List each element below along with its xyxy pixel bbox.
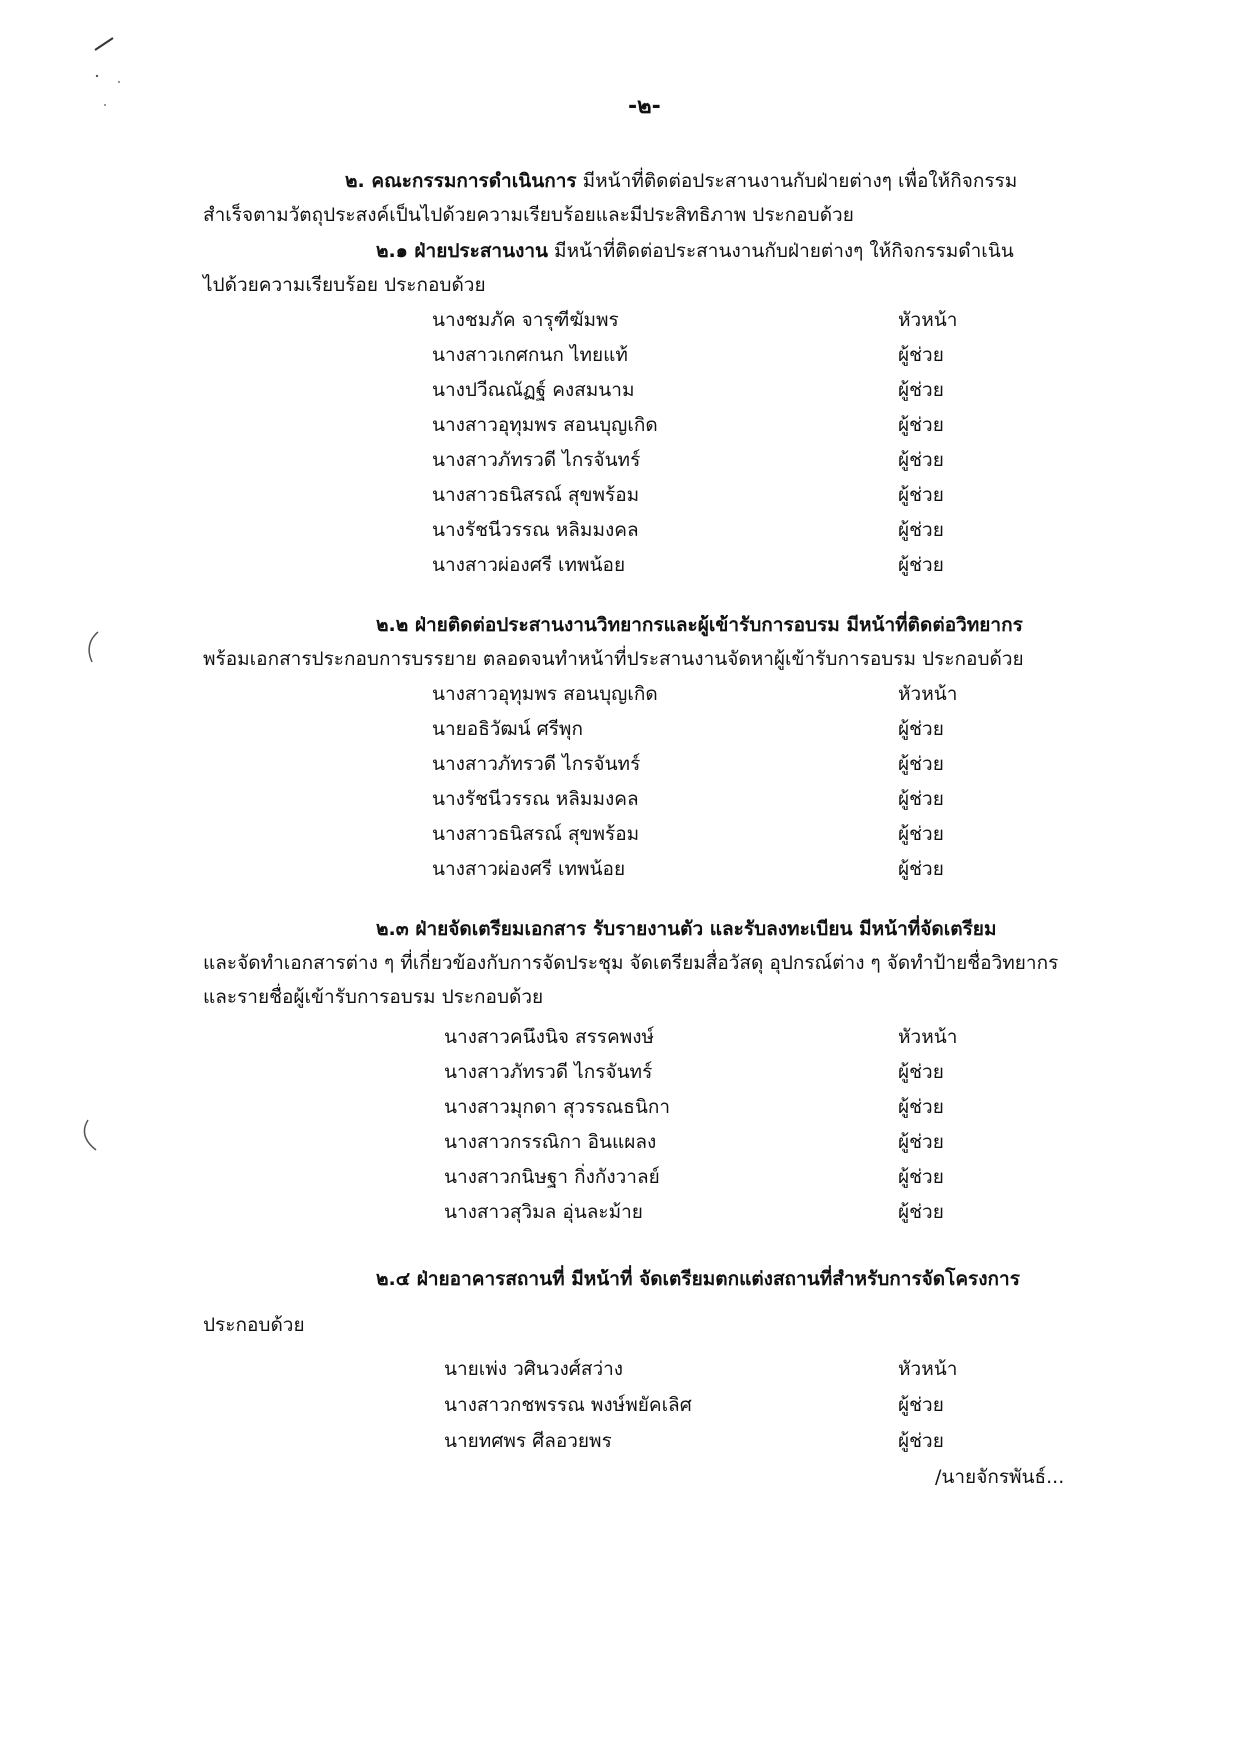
member-name: นายเพ่ง วศินวงศ์สว่าง xyxy=(444,1358,624,1380)
section-2-heading: ๒. คณะกรรมการดำเนินการ xyxy=(345,170,577,192)
member-name: นางสาวกรรณิกา อินแผลง xyxy=(444,1131,657,1153)
member-role: ผู้ช่วย xyxy=(898,554,944,576)
member-row xyxy=(444,1195,1004,1229)
member-row xyxy=(444,1055,1004,1089)
member-name: นางสาวอุทุมพร สอนบุญเกิด xyxy=(432,414,658,436)
member-row xyxy=(444,1352,1004,1386)
member-role: หัวหน้า xyxy=(898,1358,958,1380)
member-role: ผู้ช่วย xyxy=(898,1166,944,1188)
section-2-1-line-1-rest: มีหน้าที่ติดต่อประสานงานกับฝ่ายต่างๆ ให้กิจกรรมดำเนิน xyxy=(548,240,1014,262)
member-row xyxy=(432,817,992,851)
member-name: นางสาวภัทรวดี ไกรจันทร์ xyxy=(432,449,641,471)
member-role: ผู้ช่วย xyxy=(898,858,944,880)
section-2-4-line-2: ประกอบด้วย xyxy=(203,1314,305,1336)
member-name: นางสาวอุทุมพร สอนบุญเกิด xyxy=(432,683,658,705)
member-name: นางสาวธนิสรณ์ สุขพร้อม xyxy=(432,823,640,845)
continuation-note: /นายจักรพันธ์... xyxy=(935,1466,1065,1488)
scan-mark xyxy=(85,30,145,120)
member-row xyxy=(432,478,992,512)
member-row xyxy=(432,852,992,886)
member-role: ผู้ช่วย xyxy=(898,484,944,506)
member-name: นางสาวคนึงนิจ สรรคพงษ์ xyxy=(444,1026,655,1048)
member-row xyxy=(444,1388,1004,1422)
member-role: หัวหน้า xyxy=(898,1026,958,1048)
member-row xyxy=(432,782,992,816)
member-row xyxy=(444,1020,1004,1054)
member-row xyxy=(432,712,992,746)
member-role: ผู้ช่วย xyxy=(898,1096,944,1118)
page-number: -๒- xyxy=(628,94,661,119)
member-role: ผู้ช่วย xyxy=(898,1430,944,1452)
section-2-1-line-2: ไปด้วยความเรียบร้อย ประกอบด้วย xyxy=(203,274,486,296)
member-row xyxy=(444,1090,1004,1124)
punch-hole-mark xyxy=(76,1116,106,1156)
member-name: นางรัชนีวรรณ หลิมมงคล xyxy=(432,519,639,541)
member-row xyxy=(444,1125,1004,1159)
member-row xyxy=(432,677,992,711)
member-row xyxy=(432,747,992,781)
member-role: ผู้ช่วย xyxy=(898,1394,944,1416)
section-2-line-1-rest: มีหน้าที่ติดต่อประสานงานกับฝ่ายต่างๆ เพื่อให้กิจกรรม xyxy=(576,170,1018,192)
member-row xyxy=(432,303,992,337)
member-name: นางปวีณณัฏฐ์ คงสมนาม xyxy=(432,379,635,401)
member-name: นายอธิวัฒน์ ศรีพุก xyxy=(432,718,583,740)
member-name: นางสาวเกศกนก ไทยแท้ xyxy=(432,344,628,366)
member-name: นางสาวกชพรรณ พงษ์พยัคเลิศ xyxy=(444,1394,692,1416)
section-2-line-2: สำเร็จตามวัตถุประสงค์เป็นไปด้วยความเรียบร้อยและมีประสิทธิภาพ ประกอบด้วย xyxy=(203,204,854,226)
section-2-3-line-2: และจัดทำเอกสารต่าง ๆ ที่เกี่ยวข้องกับการจัดประชุม จัดเตรียมสื่อวัสดุ อุปกรณ์ต่าง ๆ จัดทำป้ายชื่อวิทยากร xyxy=(203,952,1059,974)
punch-hole-mark xyxy=(80,628,110,668)
member-name: นางสาวกนิษฐา กิ่งกังวาลย์ xyxy=(444,1166,660,1188)
member-role: ผู้ช่วย xyxy=(898,379,944,401)
member-role: ผู้ช่วย xyxy=(898,718,944,740)
member-role: ผู้ช่วย xyxy=(898,753,944,775)
member-name: นางสาวผ่องศรี เทพน้อย xyxy=(432,554,626,576)
section-2-line-1 xyxy=(345,164,1017,198)
member-role: ผู้ช่วย xyxy=(898,823,944,845)
section-2-3-line-3: และรายชื่อผู้เข้ารับการอบรม ประกอบด้วย xyxy=(203,986,544,1008)
member-name: นางสาวสุวิมล อุ่นละม้าย xyxy=(444,1201,643,1223)
member-row xyxy=(444,1424,1004,1458)
section-2-2-line-1: ๒.๒ ฝ่ายติดต่อประสานงานวิทยากรและผู้เข้ารับการอบรม มีหน้าที่ติดต่อวิทยากร xyxy=(376,614,1023,636)
member-role: ผู้ช่วย xyxy=(898,1201,944,1223)
section-2-2-line-2: พร้อมเอกสารประกอบการบรรยาย ตลอดจนทำหน้าที่ประสานงานจัดหาผู้เข้ารับการอบรม ประกอบด้วย xyxy=(203,648,1024,670)
section-2-4-line-1: ๒.๔ ฝ่ายอาคารสถานที่ มีหน้าที่ จัดเตรียมตกแต่งสถานที่สำหรับการจัดโครงการ xyxy=(376,1268,1020,1290)
section-2-3-line-1: ๒.๓ ฝ่ายจัดเตรียมเอกสาร รับรายงานตัว และรับลงทะเบียน มีหน้าที่จัดเตรียม xyxy=(376,918,997,940)
member-role: ผู้ช่วย xyxy=(898,788,944,810)
member-row xyxy=(432,338,992,372)
member-row xyxy=(432,443,992,477)
member-row xyxy=(432,408,992,442)
member-name: นางชมภัค จารุฑีฆัมพร xyxy=(432,309,619,331)
member-role: หัวหน้า xyxy=(898,683,958,705)
member-name: นางสาวธนิสรณ์ สุขพร้อม xyxy=(432,484,640,506)
member-role: ผู้ช่วย xyxy=(898,414,944,436)
member-name: นางสาวภัทรวดี ไกรจันทร์ xyxy=(432,753,641,775)
member-role: ผู้ช่วย xyxy=(898,449,944,471)
member-role: หัวหน้า xyxy=(898,309,958,331)
member-role: ผู้ช่วย xyxy=(898,1131,944,1153)
member-row xyxy=(432,513,992,547)
member-row xyxy=(444,1160,1004,1194)
member-row xyxy=(432,373,992,407)
section-2-1-line-1 xyxy=(376,234,1014,268)
section-2-1-heading: ๒.๑ ฝ่ายประสานงาน xyxy=(376,240,549,262)
member-role: ผู้ช่วย xyxy=(898,1061,944,1083)
member-name: นางสาวผ่องศรี เทพน้อย xyxy=(432,858,626,880)
member-role: ผู้ช่วย xyxy=(898,344,944,366)
member-role: ผู้ช่วย xyxy=(898,519,944,541)
member-name: นายทศพร ศีลอวยพร xyxy=(444,1430,612,1452)
member-name: นางรัชนีวรรณ หลิมมงคล xyxy=(432,788,639,810)
member-name: นางสาวภัทรวดี ไกรจันทร์ xyxy=(444,1061,653,1083)
member-row xyxy=(432,548,992,582)
member-name: นางสาวมุกดา สุวรรณธนิกา xyxy=(444,1096,671,1118)
